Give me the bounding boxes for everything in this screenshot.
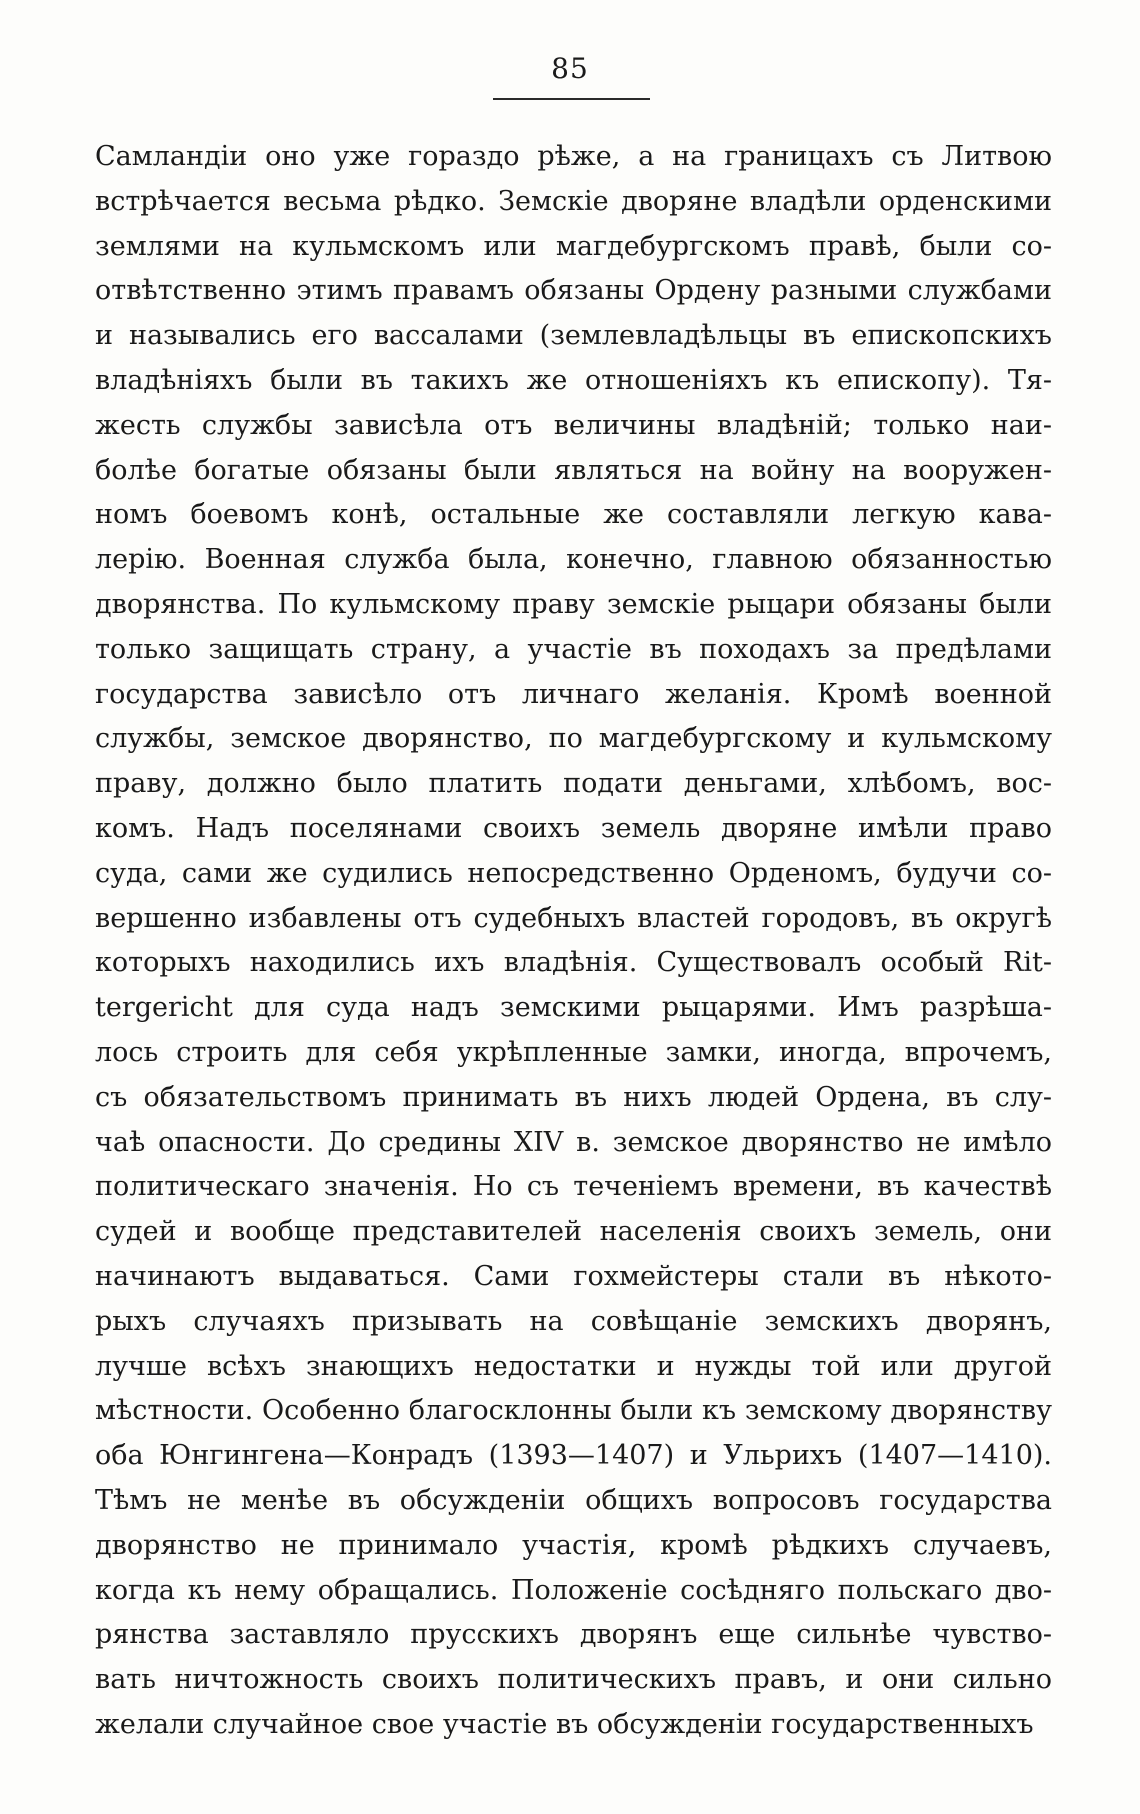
text-line: землями на кульмскомъ или магдебургскомъ правѣ, были со- <box>95 230 1052 262</box>
body-text <box>95 135 1052 1748</box>
text-line: судей и вообще представителей населенія своихъ земель, они <box>95 1216 1052 1248</box>
text-line: только защищать страну, а участіе въ походахъ за предѣлами <box>95 633 1052 665</box>
text-line: желали случайное свое участіе въ обсужденіи государственныхъ <box>95 1708 1034 1740</box>
text-line: праву, должно было платить подати деньгами, хлѣбомъ, вос- <box>95 768 1052 800</box>
text-line: tergericht для суда надъ земскими рыцарями. Имъ разрѣша- <box>95 992 1052 1024</box>
text-line: политическаго значенія. Но съ теченіемъ времени, въ качествѣ <box>95 1171 1052 1203</box>
text-line: жесть службы зависѣла отъ величины владѣній; только наи- <box>95 409 1052 441</box>
text-line: начинаютъ выдаваться. Сами гохмейстеры стали въ нѣкото- <box>95 1260 1052 1292</box>
text-line: вершенно избавлены отъ судебныхъ властей городовъ, въ округѣ <box>95 902 1052 934</box>
text-line: съ обязательствомъ принимать въ нихъ людей Ордена, въ слу- <box>95 1081 1052 1113</box>
text-line: болѣе богатые обязаны были являться на войну на вооружен- <box>95 454 1052 486</box>
text-line: лось строить для себя укрѣпленные замки, иногда, впрочемъ, <box>95 1036 1052 1068</box>
text-line: дворянство не принимало участія, кромѣ рѣдкихъ случаевъ, <box>95 1529 1052 1561</box>
text-line: номъ боевомъ конѣ, остальные же составляли легкую кава- <box>95 499 1052 531</box>
text-line: службы, земское дворянство, по магдебургскому и кульмскому <box>95 723 1052 755</box>
text-line: рянства заставляло прусскихъ дворянъ еще сильнѣе чувство- <box>95 1619 1052 1651</box>
text-line: и назывались его вассалами (землевладѣльцы въ епископскихъ <box>95 320 1052 352</box>
text-line: лучше всѣхъ знающихъ недостатки и нужды той или другой <box>95 1350 1052 1382</box>
text-line: отвѣтственно этимъ правамъ обязаны Ордену разными службами <box>95 275 1052 307</box>
text-line: владѣніяхъ были въ такихъ же отношеніяхъ къ епископу). Тя- <box>95 364 1052 396</box>
text-line: которыхъ находились ихъ владѣнія. Существовалъ особый Rit- <box>95 947 1052 979</box>
text-line: мѣстности. Особенно благосклонны были къ земскому дворянству <box>95 1395 1052 1427</box>
text-line: дворянства. По кульмскому праву земскіе рыцари обязаны были <box>95 588 1052 620</box>
text-line: государства зависѣло отъ личнаго желанія. Кромѣ военной <box>95 678 1052 710</box>
page-number-rule <box>493 98 650 100</box>
page-number: 85 <box>551 52 589 85</box>
text-line: Тѣмъ не менѣе въ обсужденіи общихъ вопросовъ государства <box>95 1484 1052 1516</box>
text-line: встрѣчается весьма рѣдко. Земскіе дворяне владѣли орденскими <box>95 185 1052 217</box>
text-line: оба Юнгингена—Конрадъ (1393—1407) и Ульрихъ (1407—1410). <box>95 1440 1052 1472</box>
text-line: вать ничтожность своихъ политическихъ правъ, и они сильно <box>95 1664 1052 1696</box>
text-line: лерію. Военная служба была, конечно, главною обязанностью <box>95 544 1052 576</box>
text-line: когда къ нему обращались. Положеніе сосѣдняго польскаго дво- <box>95 1574 1052 1606</box>
text-line: комъ. Надъ поселянами своихъ земель дворяне имѣли право <box>95 812 1052 844</box>
text-line: суда, сами же судились непосредственно Орденомъ, будучи со- <box>95 857 1052 889</box>
text-line: Самландіи оно уже гораздо рѣже, а на границахъ съ Литвою <box>95 141 1052 172</box>
text-line: чаѣ опасности. До средины XIV в. земское дворянство не имѣло <box>95 1126 1052 1158</box>
text-line: рыхъ случаяхъ призывать на совѣщаніе земскихъ дворянъ, <box>95 1305 1052 1337</box>
